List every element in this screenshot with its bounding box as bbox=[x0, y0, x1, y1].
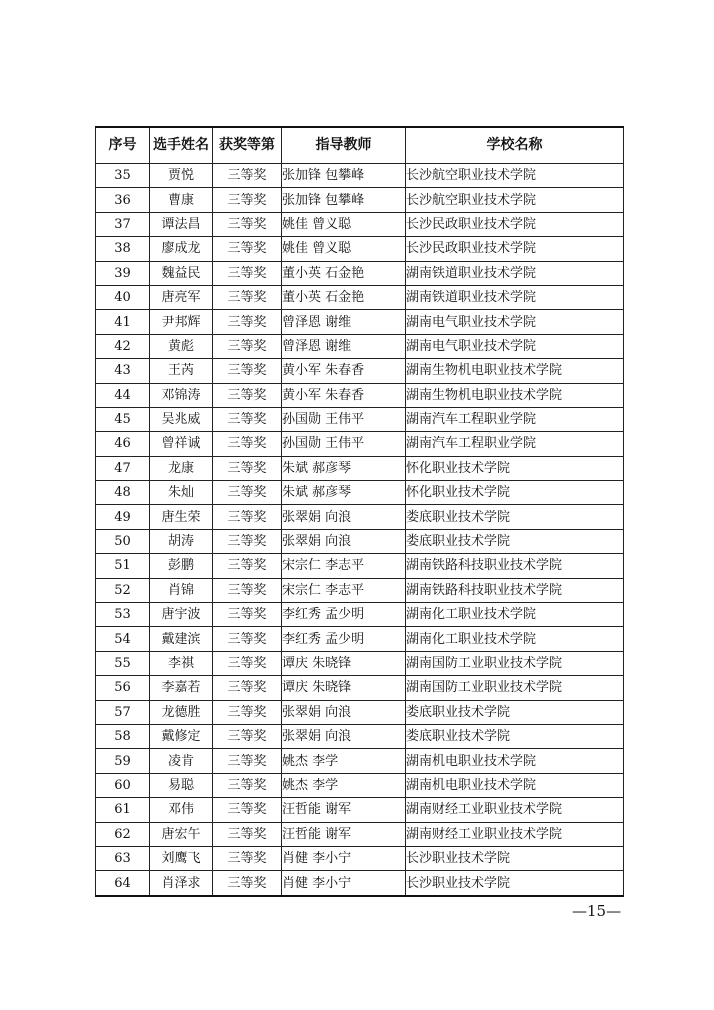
cell-number: 46 bbox=[96, 432, 150, 456]
cell-number: 35 bbox=[96, 164, 150, 188]
cell-contestant: 彭鹏 bbox=[150, 554, 213, 578]
cell-award: 三等奖 bbox=[213, 700, 282, 724]
cell-award: 三等奖 bbox=[213, 310, 282, 334]
cell-school: 怀化职业技术学院 bbox=[406, 481, 624, 505]
cell-school: 长沙民政职业技术学院 bbox=[406, 237, 624, 261]
table-row bbox=[96, 773, 624, 797]
cell-award: 三等奖 bbox=[213, 627, 282, 651]
cell-school: 湖南机电职业技术学院 bbox=[406, 749, 624, 773]
cell-school: 娄底职业技术学院 bbox=[406, 505, 624, 529]
cell-award: 三等奖 bbox=[213, 846, 282, 870]
cell-school: 湖南化工职业技术学院 bbox=[406, 627, 624, 651]
table-row bbox=[96, 212, 624, 236]
cell-contestant: 朱灿 bbox=[150, 481, 213, 505]
table-row bbox=[96, 603, 624, 627]
cell-number: 36 bbox=[96, 188, 150, 212]
cell-award: 三等奖 bbox=[213, 505, 282, 529]
cell-award: 三等奖 bbox=[213, 651, 282, 675]
table-row bbox=[96, 237, 624, 261]
cell-number: 45 bbox=[96, 407, 150, 431]
table-row bbox=[96, 822, 624, 846]
cell-school: 湖南电气职业技术学院 bbox=[406, 310, 624, 334]
cell-number: 39 bbox=[96, 261, 150, 285]
cell-teacher: 肖健 李小宁 bbox=[282, 846, 406, 870]
cell-teacher: 朱斌 郝彦琴 bbox=[282, 456, 406, 480]
cell-contestant: 邓伟 bbox=[150, 798, 213, 822]
table-row bbox=[96, 749, 624, 773]
cell-contestant: 戴修定 bbox=[150, 724, 213, 748]
cell-teacher: 张翠娟 向浪 bbox=[282, 700, 406, 724]
table-row bbox=[96, 285, 624, 309]
cell-teacher: 黄小军 朱春香 bbox=[282, 359, 406, 383]
cell-teacher: 董小英 石金艳 bbox=[282, 261, 406, 285]
cell-school: 长沙民政职业技术学院 bbox=[406, 212, 624, 236]
cell-contestant: 龙德胜 bbox=[150, 700, 213, 724]
cell-teacher: 谭庆 朱晓锋 bbox=[282, 651, 406, 675]
cell-number: 43 bbox=[96, 359, 150, 383]
header-cell-contestant: 选手姓名 bbox=[150, 127, 213, 164]
table-row bbox=[96, 456, 624, 480]
cell-award: 三等奖 bbox=[213, 578, 282, 602]
table-row bbox=[96, 724, 624, 748]
header-cell-teacher: 指导教师 bbox=[282, 127, 406, 164]
cell-teacher: 黄小军 朱春香 bbox=[282, 383, 406, 407]
cell-number: 48 bbox=[96, 481, 150, 505]
cell-school: 长沙航空职业技术学院 bbox=[406, 188, 624, 212]
page-number: —15— bbox=[572, 902, 622, 920]
cell-number: 58 bbox=[96, 724, 150, 748]
cell-number: 50 bbox=[96, 529, 150, 553]
cell-teacher: 宋宗仁 李志平 bbox=[282, 554, 406, 578]
cell-teacher: 谭庆 朱晓锋 bbox=[282, 676, 406, 700]
table-row bbox=[96, 334, 624, 358]
cell-contestant: 黄彪 bbox=[150, 334, 213, 358]
table-row bbox=[96, 481, 624, 505]
table-row bbox=[96, 651, 624, 675]
cell-number: 57 bbox=[96, 700, 150, 724]
cell-teacher: 张加锋 包攀峰 bbox=[282, 164, 406, 188]
cell-award: 三等奖 bbox=[213, 481, 282, 505]
cell-teacher: 汪哲能 谢军 bbox=[282, 798, 406, 822]
table-row bbox=[96, 164, 624, 188]
cell-contestant: 邓锦涛 bbox=[150, 383, 213, 407]
table-body bbox=[96, 164, 624, 896]
cell-award: 三等奖 bbox=[213, 676, 282, 700]
cell-teacher: 董小英 石金艳 bbox=[282, 285, 406, 309]
cell-award: 三等奖 bbox=[213, 432, 282, 456]
cell-teacher: 张加锋 包攀峰 bbox=[282, 188, 406, 212]
cell-contestant: 唐亮军 bbox=[150, 285, 213, 309]
cell-contestant: 廖成龙 bbox=[150, 237, 213, 261]
cell-school: 湖南国防工业职业技术学院 bbox=[406, 651, 624, 675]
cell-school: 娄底职业技术学院 bbox=[406, 529, 624, 553]
cell-contestant: 凌肯 bbox=[150, 749, 213, 773]
cell-number: 53 bbox=[96, 603, 150, 627]
cell-award: 三等奖 bbox=[213, 798, 282, 822]
table-row bbox=[96, 700, 624, 724]
cell-award: 三等奖 bbox=[213, 334, 282, 358]
cell-contestant: 王芮 bbox=[150, 359, 213, 383]
cell-award: 三等奖 bbox=[213, 212, 282, 236]
cell-school: 娄底职业技术学院 bbox=[406, 700, 624, 724]
cell-school: 长沙职业技术学院 bbox=[406, 871, 624, 896]
cell-award: 三等奖 bbox=[213, 237, 282, 261]
cell-teacher: 姚杰 李学 bbox=[282, 749, 406, 773]
cell-teacher: 姚佳 曾义聪 bbox=[282, 237, 406, 261]
cell-number: 47 bbox=[96, 456, 150, 480]
table-row bbox=[96, 871, 624, 896]
cell-teacher: 肖健 李小宁 bbox=[282, 871, 406, 896]
cell-number: 49 bbox=[96, 505, 150, 529]
cell-school: 湖南铁路科技职业技术学院 bbox=[406, 554, 624, 578]
cell-contestant: 贾悦 bbox=[150, 164, 213, 188]
cell-school: 娄底职业技术学院 bbox=[406, 724, 624, 748]
cell-school: 湖南机电职业技术学院 bbox=[406, 773, 624, 797]
table-row bbox=[96, 627, 624, 651]
cell-teacher: 张翠娟 向浪 bbox=[282, 529, 406, 553]
header-cell-number: 序号 bbox=[96, 127, 150, 164]
cell-number: 54 bbox=[96, 627, 150, 651]
cell-number: 59 bbox=[96, 749, 150, 773]
cell-contestant: 刘鹰飞 bbox=[150, 846, 213, 870]
table-row bbox=[96, 407, 624, 431]
cell-award: 三等奖 bbox=[213, 164, 282, 188]
cell-contestant: 易聪 bbox=[150, 773, 213, 797]
cell-number: 60 bbox=[96, 773, 150, 797]
cell-number: 42 bbox=[96, 334, 150, 358]
cell-school: 长沙航空职业技术学院 bbox=[406, 164, 624, 188]
cell-award: 三等奖 bbox=[213, 603, 282, 627]
cell-contestant: 魏益民 bbox=[150, 261, 213, 285]
table-header bbox=[96, 127, 624, 164]
cell-number: 38 bbox=[96, 237, 150, 261]
header-cell-school: 学校名称 bbox=[406, 127, 624, 164]
cell-award: 三等奖 bbox=[213, 359, 282, 383]
cell-teacher: 李红秀 孟少明 bbox=[282, 627, 406, 651]
cell-contestant: 李祺 bbox=[150, 651, 213, 675]
cell-award: 三等奖 bbox=[213, 407, 282, 431]
cell-number: 61 bbox=[96, 798, 150, 822]
cell-teacher: 孙国勋 王伟平 bbox=[282, 407, 406, 431]
cell-teacher: 张翠娟 向浪 bbox=[282, 724, 406, 748]
cell-school: 湖南财经工业职业技术学院 bbox=[406, 822, 624, 846]
cell-number: 56 bbox=[96, 676, 150, 700]
cell-number: 37 bbox=[96, 212, 150, 236]
cell-number: 55 bbox=[96, 651, 150, 675]
table-row bbox=[96, 505, 624, 529]
cell-school: 湖南国防工业职业技术学院 bbox=[406, 676, 624, 700]
table-row bbox=[96, 676, 624, 700]
cell-contestant: 吴兆威 bbox=[150, 407, 213, 431]
cell-teacher: 汪哲能 谢军 bbox=[282, 822, 406, 846]
cell-school: 湖南铁路科技职业技术学院 bbox=[406, 578, 624, 602]
cell-award: 三等奖 bbox=[213, 261, 282, 285]
cell-school: 怀化职业技术学院 bbox=[406, 456, 624, 480]
cell-award: 三等奖 bbox=[213, 456, 282, 480]
cell-award: 三等奖 bbox=[213, 188, 282, 212]
cell-number: 63 bbox=[96, 846, 150, 870]
cell-teacher: 姚杰 李学 bbox=[282, 773, 406, 797]
cell-contestant: 尹邦辉 bbox=[150, 310, 213, 334]
table-row bbox=[96, 798, 624, 822]
cell-award: 三等奖 bbox=[213, 749, 282, 773]
cell-contestant: 肖泽求 bbox=[150, 871, 213, 896]
table-row bbox=[96, 261, 624, 285]
cell-contestant: 肖锦 bbox=[150, 578, 213, 602]
table-row bbox=[96, 188, 624, 212]
cell-award: 三等奖 bbox=[213, 871, 282, 896]
cell-contestant: 唐生荣 bbox=[150, 505, 213, 529]
cell-contestant: 曾祥诚 bbox=[150, 432, 213, 456]
cell-contestant: 胡涛 bbox=[150, 529, 213, 553]
cell-teacher: 曾泽恩 谢维 bbox=[282, 334, 406, 358]
table-row bbox=[96, 846, 624, 870]
cell-number: 52 bbox=[96, 578, 150, 602]
cell-teacher: 张翠娟 向浪 bbox=[282, 505, 406, 529]
cell-contestant: 唐宏午 bbox=[150, 822, 213, 846]
cell-school: 湖南铁道职业技术学院 bbox=[406, 285, 624, 309]
cell-award: 三等奖 bbox=[213, 822, 282, 846]
cell-number: 64 bbox=[96, 871, 150, 896]
cell-teacher: 曾泽恩 谢维 bbox=[282, 310, 406, 334]
cell-number: 41 bbox=[96, 310, 150, 334]
cell-number: 44 bbox=[96, 383, 150, 407]
cell-school: 湖南电气职业技术学院 bbox=[406, 334, 624, 358]
cell-award: 三等奖 bbox=[213, 554, 282, 578]
cell-school: 湖南生物机电职业技术学院 bbox=[406, 359, 624, 383]
table-row bbox=[96, 383, 624, 407]
cell-contestant: 谭法昌 bbox=[150, 212, 213, 236]
table-row bbox=[96, 310, 624, 334]
cell-contestant: 戴建滨 bbox=[150, 627, 213, 651]
table-row bbox=[96, 359, 624, 383]
cell-contestant: 李嘉若 bbox=[150, 676, 213, 700]
header-row bbox=[96, 127, 624, 164]
cell-school: 湖南生物机电职业技术学院 bbox=[406, 383, 624, 407]
awards-table bbox=[95, 126, 624, 897]
cell-number: 51 bbox=[96, 554, 150, 578]
cell-award: 三等奖 bbox=[213, 383, 282, 407]
cell-school: 长沙职业技术学院 bbox=[406, 846, 624, 870]
cell-school: 湖南汽车工程职业学院 bbox=[406, 407, 624, 431]
cell-school: 湖南汽车工程职业学院 bbox=[406, 432, 624, 456]
cell-teacher: 李红秀 孟少明 bbox=[282, 603, 406, 627]
cell-school: 湖南化工职业技术学院 bbox=[406, 603, 624, 627]
cell-teacher: 孙国勋 王伟平 bbox=[282, 432, 406, 456]
cell-contestant: 龙康 bbox=[150, 456, 213, 480]
cell-teacher: 宋宗仁 李志平 bbox=[282, 578, 406, 602]
cell-contestant: 曹康 bbox=[150, 188, 213, 212]
table-row bbox=[96, 529, 624, 553]
table-row bbox=[96, 578, 624, 602]
cell-school: 湖南铁道职业技术学院 bbox=[406, 261, 624, 285]
cell-number: 40 bbox=[96, 285, 150, 309]
cell-school: 湖南财经工业职业技术学院 bbox=[406, 798, 624, 822]
cell-award: 三等奖 bbox=[213, 285, 282, 309]
cell-teacher: 姚佳 曾义聪 bbox=[282, 212, 406, 236]
header-cell-award: 获奖等第 bbox=[213, 127, 282, 164]
cell-award: 三等奖 bbox=[213, 773, 282, 797]
table-row bbox=[96, 554, 624, 578]
cell-award: 三等奖 bbox=[213, 724, 282, 748]
cell-teacher: 朱斌 郝彦琴 bbox=[282, 481, 406, 505]
cell-number: 62 bbox=[96, 822, 150, 846]
table-row bbox=[96, 432, 624, 456]
cell-award: 三等奖 bbox=[213, 529, 282, 553]
cell-contestant: 唐宇波 bbox=[150, 603, 213, 627]
